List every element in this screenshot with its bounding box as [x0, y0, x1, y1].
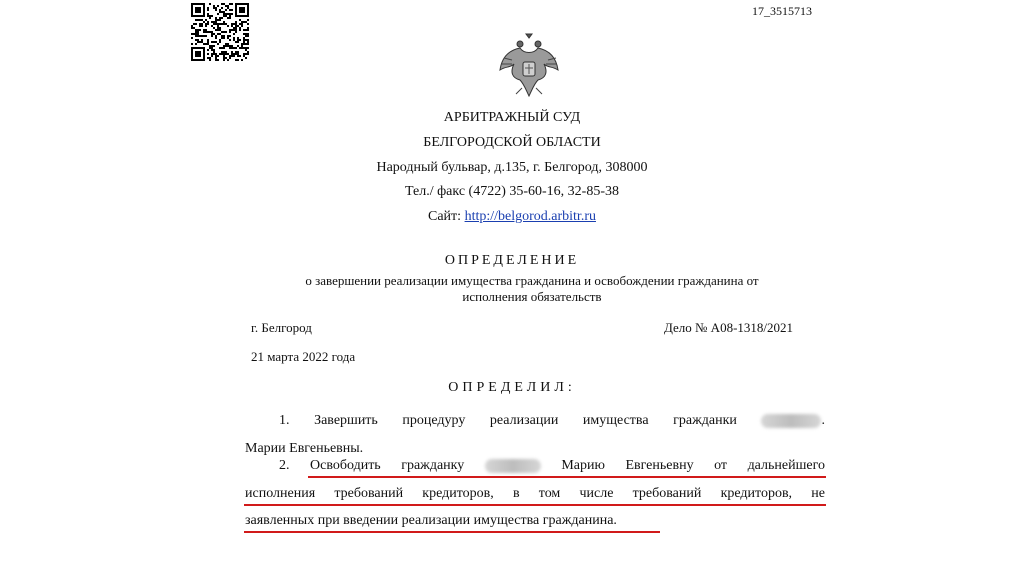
- court-address: Народный бульвар, д.135, г. Белгород, 308000: [376, 160, 648, 175]
- word: Марию: [561, 458, 605, 473]
- word: в: [512, 486, 520, 501]
- word: требований: [632, 486, 702, 501]
- city: г. Белгород: [251, 320, 312, 335]
- word: кредиторов,: [422, 486, 494, 501]
- case-number: Дело № А08-1318/2021: [664, 320, 794, 335]
- word: не: [811, 486, 825, 501]
- word: дальнейшего: [747, 458, 825, 473]
- redacted-surname: [485, 458, 541, 474]
- court-name-line1: АРБИТРАЖНЫЙ СУД: [443, 110, 581, 125]
- red-underline-3: [244, 531, 660, 533]
- qr-code: [191, 3, 249, 61]
- item-1-continuation: Марии Евгеньевны.: [245, 441, 364, 456]
- resolved-heading: ОПРЕДЕЛИЛ:: [448, 380, 576, 395]
- court-phone: Тел./ факс (4722) 35-60-16, 32-85-38: [404, 184, 620, 199]
- word: числе: [579, 486, 614, 501]
- word: Завершить: [314, 413, 378, 428]
- word: реализации: [489, 413, 559, 428]
- item-2-line: [245, 458, 825, 474]
- word: том: [538, 486, 561, 501]
- red-underline-1: [308, 476, 826, 478]
- court-name-line2: БЕЛГОРОДСКОЙ ОБЛАСТИ: [423, 135, 601, 150]
- item-1-number: 1.: [279, 413, 290, 428]
- word: гражданку: [401, 458, 465, 473]
- word: кредиторов,: [720, 486, 793, 501]
- redacted-surname: .: [761, 413, 825, 429]
- document-title: ОПРЕДЕЛЕНИЕ: [444, 253, 580, 268]
- word: Евгеньевну: [625, 458, 694, 473]
- site-label: Сайт:: [428, 209, 462, 224]
- item-1-line: [245, 413, 825, 429]
- document-number: 17_3515713: [752, 4, 812, 18]
- word: исполнения: [245, 486, 316, 501]
- word: Освободить: [310, 458, 381, 473]
- coat-of-arms-icon: [496, 32, 562, 102]
- item-2-line-2: [245, 486, 825, 502]
- word: гражданки: [673, 413, 737, 428]
- document-subtitle: о завершении реализации имущества гражданина и освобождении гражданина от исполнения обязательств: [305, 273, 759, 304]
- word: процедуру: [402, 413, 466, 428]
- word: имущества: [582, 413, 649, 428]
- item-2-number: 2.: [279, 458, 290, 473]
- red-underline-2: [244, 504, 826, 506]
- document-date: 21 марта 2022 года: [251, 349, 356, 364]
- word: от: [714, 458, 728, 473]
- item-2-line-3: заявленных при введении реализации имущества гражданина.: [245, 513, 617, 528]
- word: требований: [334, 486, 404, 501]
- site-link[interactable]: http://belgorod.arbitr.ru: [464, 209, 596, 224]
- court-website: [0, 209, 1024, 225]
